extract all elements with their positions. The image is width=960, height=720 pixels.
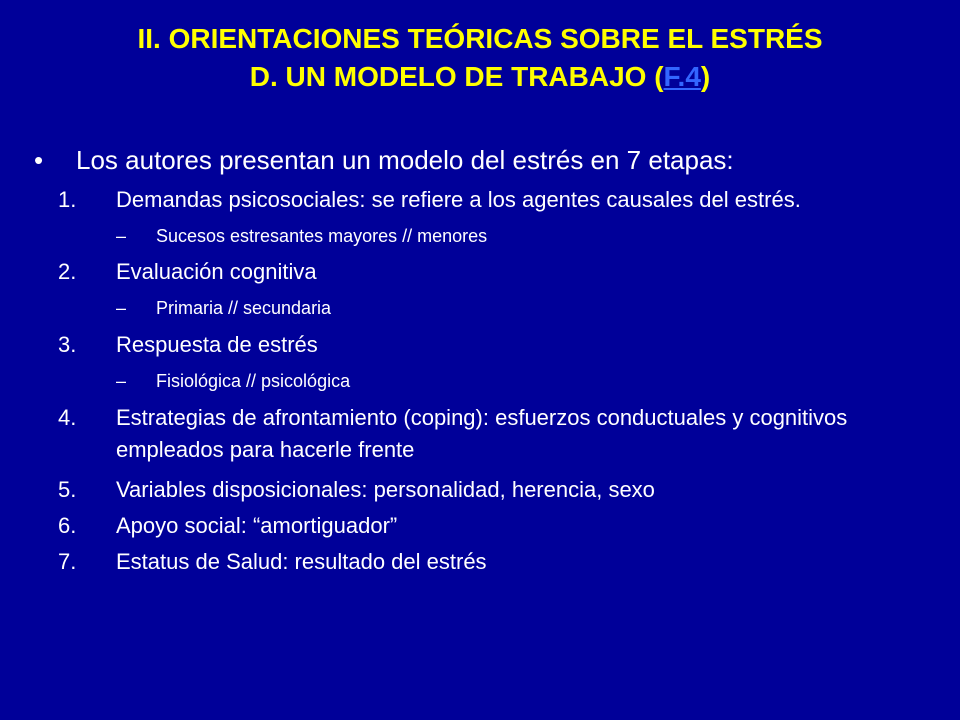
item-number: 3. <box>58 332 77 357</box>
item-text: Apoyo social: “amortiguador” <box>116 513 398 538</box>
dash-icon: – <box>116 226 127 246</box>
intro-bullet <box>0 140 960 180</box>
figure-link[interactable]: F.4 <box>663 61 701 92</box>
item-text: Estrategias de afrontamiento (coping): esfuerzos conductuales y cognitivos empleados para hacerle frente <box>116 405 848 462</box>
item-text: Demandas psicosociales: se refiere a los agentes causales del estrés. <box>116 187 801 212</box>
item-number: 6. <box>58 513 77 538</box>
slide-title <box>0 20 960 96</box>
sub-item-text: Primaria // secundaria <box>156 298 332 318</box>
item-number: 5. <box>58 477 77 502</box>
item-number: 4. <box>58 405 77 430</box>
title-line-2-prefix: D. UN MODELO DE TRABAJO ( <box>249 61 664 92</box>
title-line-1: II. ORIENTACIONES TEÓRICAS SOBRE EL ESTRÉS <box>137 23 823 54</box>
dash-icon: – <box>116 371 127 391</box>
item-text: Variables disposicionales: personalidad, herencia, sexo <box>116 477 655 502</box>
sub-item-text: Sucesos estresantes mayores // menores <box>156 226 488 246</box>
item-text: Evaluación cognitiva <box>116 259 317 284</box>
intro-text: Los autores presentan un modelo del estrés en 7 etapas: <box>76 145 734 175</box>
item-number: 2. <box>58 259 77 284</box>
item-number: 1. <box>58 187 77 212</box>
title-line-2-suffix: ) <box>700 61 711 92</box>
item-text: Respuesta de estrés <box>116 332 318 357</box>
sub-item-text: Fisiológica // psicológica <box>156 371 351 391</box>
title-line-2 <box>0 58 960 96</box>
item-text: Estatus de Salud: resultado del estrés <box>116 549 487 574</box>
bullet-icon: • <box>34 145 44 175</box>
dash-icon: – <box>116 298 127 318</box>
item-number: 7. <box>58 549 77 574</box>
